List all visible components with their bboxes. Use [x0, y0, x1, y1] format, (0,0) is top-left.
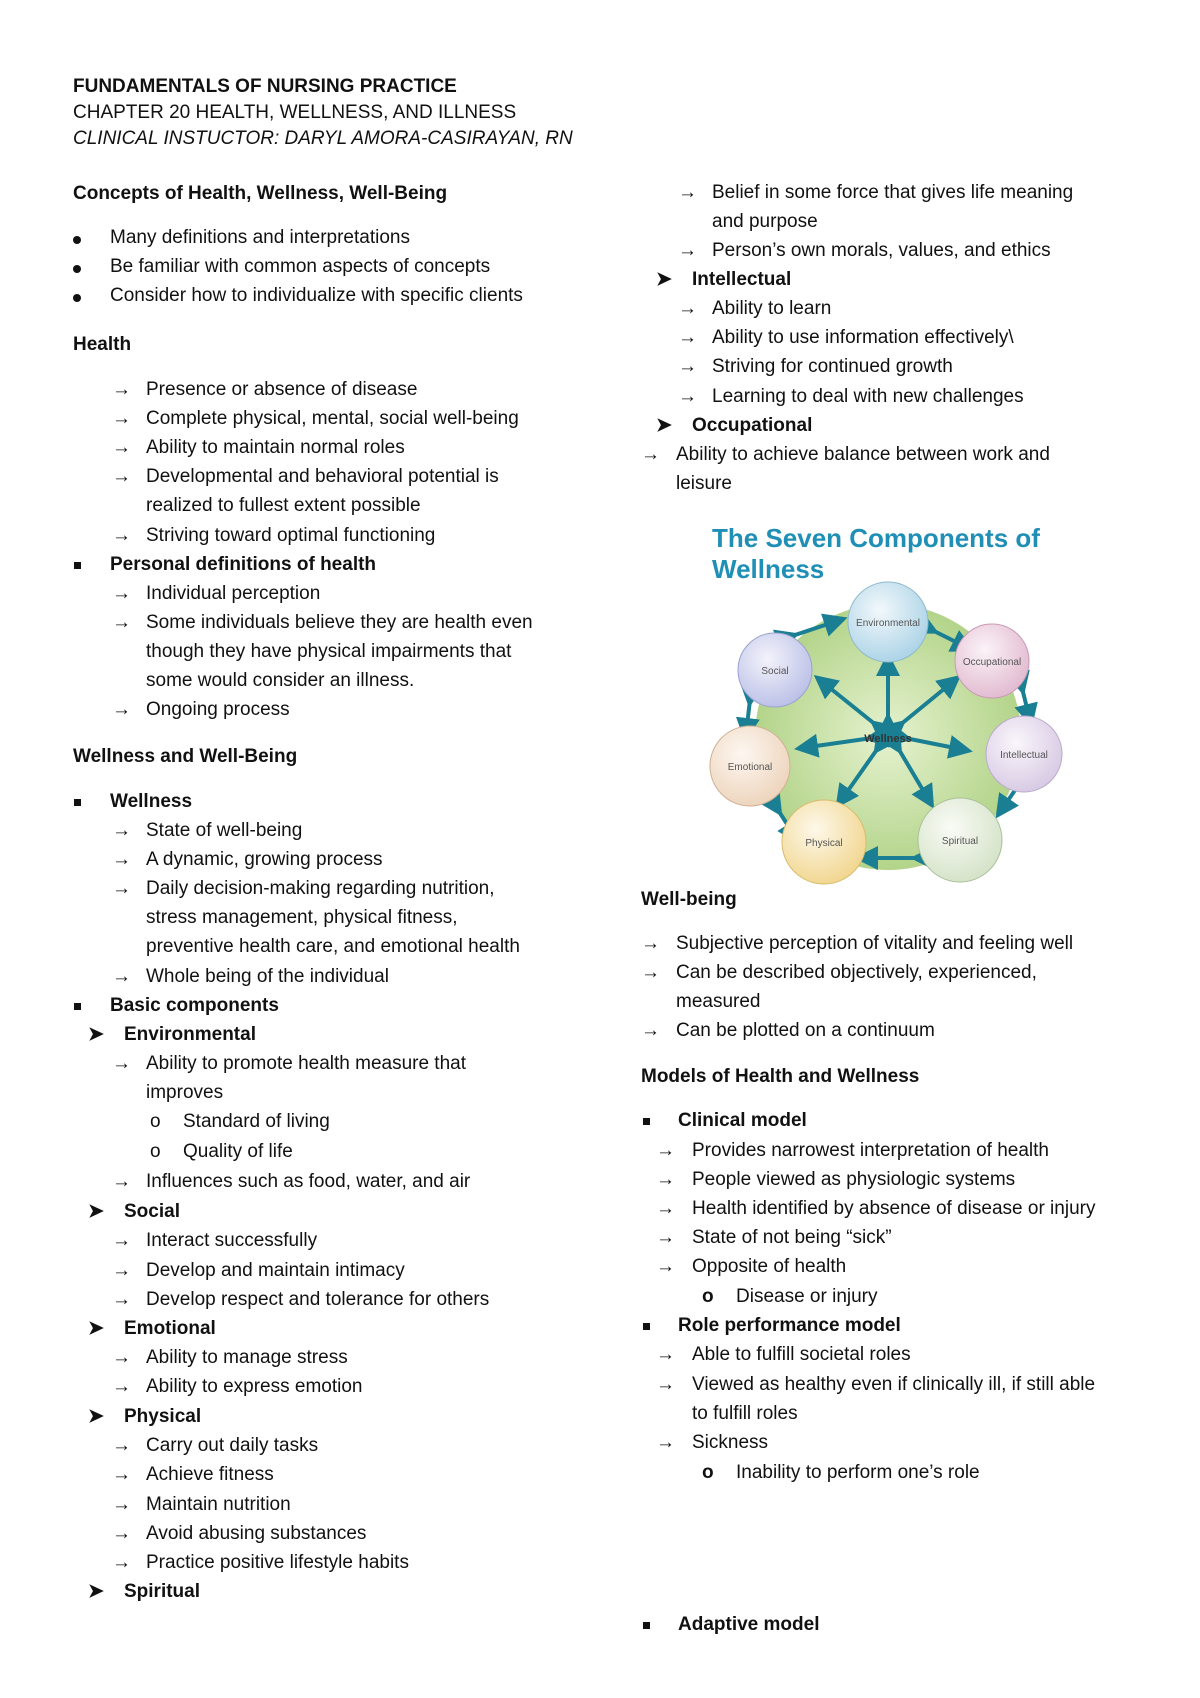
subheading-wellness: Wellness — [110, 791, 193, 812]
subheading-adaptive-model: Adaptive model — [678, 1614, 820, 1635]
list-item: Provides narrowest interpretation of health — [692, 1140, 1049, 1161]
list-item: Sickness — [692, 1432, 769, 1453]
square-bullet — [643, 1622, 650, 1629]
square-bullet — [74, 1003, 81, 1010]
arrow-icon: → — [112, 437, 131, 458]
list-item: Consider how to individualize with specific clients — [110, 285, 523, 306]
node-emotional — [710, 726, 790, 806]
arrow-icon: → — [112, 1347, 131, 1368]
svg-text:Spiritual: Spiritual — [941, 836, 979, 847]
list-item: Ability to learn — [712, 298, 832, 319]
list-item: Ability to use information effectively\ — [712, 327, 1014, 348]
list-item: Maintain nutrition — [146, 1494, 291, 1515]
square-bullet — [74, 799, 81, 806]
svg-text:Occupational: Occupational — [962, 657, 1022, 668]
arrow-icon: → — [112, 379, 131, 400]
list-item: Develop respect and tolerance for others — [146, 1289, 490, 1310]
list-item: Individual perception — [146, 583, 321, 604]
list-item: Daily decision-making regarding nutrition, — [146, 878, 495, 899]
list-item: Can be described objectively, experienced, — [676, 962, 1037, 983]
node-intellectual — [986, 716, 1062, 792]
chevron-right-icon: ➤ — [88, 1406, 104, 1427]
heading-wellness: Wellness and Well-Being — [73, 746, 298, 767]
arrow-icon: → — [112, 1171, 131, 1192]
arrow-icon: → — [641, 444, 660, 465]
list-item: Whole being of the individual — [146, 966, 389, 987]
heading-health: Health — [73, 334, 132, 355]
subheading-role-performance: Role performance model — [678, 1315, 901, 1336]
list-item: Can be plotted on a continuum — [676, 1020, 935, 1041]
arrow-icon: → — [112, 612, 131, 633]
arrow-icon: → — [112, 699, 131, 720]
list-item: Ability to maintain normal roles — [146, 437, 405, 458]
arrow-icon: → — [678, 182, 697, 203]
list-item: Presence or absence of disease — [146, 379, 418, 400]
node-occupational — [955, 624, 1029, 698]
arrow-icon: → — [678, 386, 697, 407]
list-item: Develop and maintain intimacy — [146, 1260, 405, 1281]
svg-text:Physical: Physical — [805, 838, 843, 849]
arrow-icon: → — [112, 1376, 131, 1397]
component-spiritual: Spiritual — [124, 1581, 201, 1602]
arrow-icon: → — [112, 820, 131, 841]
arrow-icon: → — [678, 327, 697, 348]
arrow-icon: → — [112, 1464, 131, 1485]
node-physical — [782, 800, 866, 884]
svg-text:Environmental: Environmental — [856, 618, 920, 629]
arrow-icon: → — [112, 408, 131, 429]
bullet-dot — [73, 265, 81, 273]
list-item-continued: though they have physical impairments that — [146, 641, 512, 662]
figure-title-line2: Wellness — [712, 554, 825, 584]
list-item: Belief in some force that gives life meaning — [712, 182, 1074, 203]
bullet-dot — [73, 294, 81, 302]
arrow-icon: → — [112, 1523, 131, 1544]
list-item: Influences such as food, water, and air — [146, 1171, 471, 1192]
component-social: Social — [124, 1201, 180, 1222]
component-environmental: Environmental — [124, 1024, 256, 1045]
arrow-icon: → — [112, 1289, 131, 1310]
list-item-continued: leisure — [676, 473, 732, 494]
list-item: Ability to achieve balance between work and — [676, 444, 1050, 465]
list-item-continued: improves — [146, 1082, 224, 1103]
arrow-icon: → — [678, 298, 697, 319]
list-item: Achieve fitness — [146, 1464, 274, 1485]
arrow-icon: → — [112, 466, 131, 487]
list-item: Be familiar with common aspects of concepts — [110, 256, 491, 277]
list-item: Learning to deal with new challenges — [712, 386, 1024, 407]
list-item: Ability to express emotion — [146, 1376, 363, 1397]
bullet-dot — [73, 236, 81, 244]
arrow-icon: → — [112, 849, 131, 870]
instructor-line: CLINICAL INSTUCTOR: DARYL AMORA-CASIRAYAN, RN — [73, 128, 573, 149]
list-item: Ability to manage stress — [146, 1347, 348, 1368]
chevron-right-icon: ➤ — [88, 1024, 104, 1045]
circle-bullet-icon: o — [150, 1111, 161, 1132]
sub-list-item: Inability to perform one’s role — [736, 1462, 980, 1483]
list-item: Carry out daily tasks — [146, 1435, 319, 1456]
arrow-icon: → — [678, 356, 697, 377]
arrow-icon: → — [112, 1435, 131, 1456]
list-item-continued: realized to fullest extent possible — [146, 495, 421, 516]
arrow-icon: → — [641, 933, 660, 954]
arrow-icon: → — [656, 1140, 675, 1161]
list-item-continued: some would consider an illness. — [146, 670, 415, 691]
figure-title-line1: The Seven Components of — [712, 523, 1040, 553]
list-item: Developmental and behavioral potential is — [146, 466, 499, 487]
list-item-continued: preventive health care, and emotional health — [146, 936, 520, 957]
chevron-right-icon: ➤ — [88, 1201, 104, 1222]
sub-list-item: Quality of life — [183, 1141, 293, 1162]
node-environmental — [848, 582, 928, 662]
circle-bullet-icon: o — [702, 1286, 714, 1307]
square-bullet — [643, 1118, 650, 1125]
list-item: Avoid abusing substances — [146, 1523, 367, 1544]
arrow-icon: → — [656, 1227, 675, 1248]
list-item: Ongoing process — [146, 699, 290, 720]
list-item-continued: to fulfill roles — [692, 1403, 798, 1424]
list-item: Health identified by absence of disease or injury — [692, 1198, 1096, 1219]
sub-list-item: Disease or injury — [736, 1286, 878, 1307]
list-item: Complete physical, mental, social well-being — [146, 408, 519, 429]
chevron-right-icon: ➤ — [656, 415, 672, 436]
arrow-icon: → — [112, 1552, 131, 1573]
arrow-icon: → — [112, 525, 131, 546]
chevron-right-icon: ➤ — [88, 1318, 104, 1339]
list-item: State of well-being — [146, 820, 303, 841]
arrow-icon: → — [641, 1020, 660, 1041]
list-item: Able to fulfill societal roles — [692, 1344, 911, 1365]
list-item: Striving toward optimal functioning — [146, 525, 436, 546]
chevron-right-icon: ➤ — [88, 1581, 104, 1602]
component-intellectual: Intellectual — [692, 269, 792, 290]
subheading-basic-components: Basic components — [110, 995, 279, 1016]
arrow-icon: → — [678, 240, 697, 261]
list-item: Practice positive lifestyle habits — [146, 1552, 409, 1573]
list-item: Many definitions and interpretations — [110, 227, 410, 248]
list-item: Ability to promote health measure that — [146, 1053, 467, 1074]
arrow-icon: → — [112, 1494, 131, 1515]
arrow-icon: → — [656, 1344, 675, 1365]
arrow-icon: → — [656, 1374, 675, 1395]
component-physical: Physical — [124, 1406, 202, 1427]
list-item: Viewed as healthy even if clinically ill, if still able — [692, 1374, 1096, 1395]
list-item-continued: measured — [676, 991, 761, 1012]
wellness-center-label: Wellness — [864, 733, 912, 745]
list-item-continued: and purpose — [712, 211, 818, 232]
chevron-right-icon: ➤ — [656, 269, 672, 290]
arrow-icon: → — [112, 966, 131, 987]
node-social — [738, 633, 812, 707]
document-title: FUNDAMENTALS OF NURSING PRACTICE — [73, 76, 457, 97]
arrow-icon: → — [656, 1198, 675, 1219]
component-occupational: Occupational — [692, 415, 813, 436]
arrow-icon: → — [656, 1169, 675, 1190]
heading-well-being: Well-being — [641, 889, 737, 910]
square-bullet — [74, 562, 81, 569]
wellness-diagram — [700, 520, 1080, 890]
component-emotional: Emotional — [124, 1318, 216, 1339]
seven-components-figure — [700, 520, 1080, 890]
list-item: People viewed as physiologic systems — [692, 1169, 1016, 1190]
arrow-icon: → — [112, 878, 131, 899]
list-item: Interact successfully — [146, 1230, 318, 1251]
list-item: State of not being “sick” — [692, 1227, 892, 1248]
arrow-icon: → — [656, 1432, 675, 1453]
subheading-clinical-model: Clinical model — [678, 1110, 807, 1131]
list-item: Opposite of health — [692, 1256, 847, 1277]
arrow-icon: → — [656, 1256, 675, 1277]
arrow-icon: → — [112, 1260, 131, 1281]
circle-bullet-icon: o — [150, 1141, 161, 1162]
svg-text:Intellectual: Intellectual — [1000, 750, 1048, 761]
arrow-icon: → — [112, 1230, 131, 1251]
subheading-personal: Personal definitions of health — [110, 554, 377, 575]
list-item: Striving for continued growth — [712, 356, 953, 377]
square-bullet — [643, 1323, 650, 1330]
svg-text:Emotional: Emotional — [727, 762, 773, 773]
sub-list-item: Standard of living — [183, 1111, 330, 1132]
list-item: A dynamic, growing process — [146, 849, 383, 870]
arrow-icon: → — [112, 583, 131, 604]
heading-models: Models of Health and Wellness — [641, 1066, 920, 1087]
heading-concepts: Concepts of Health, Wellness, Well-Being — [73, 183, 448, 204]
list-item-continued: stress management, physical fitness, — [146, 907, 458, 928]
chapter-title: CHAPTER 20 HEALTH, WELLNESS, AND ILLNESS — [73, 102, 517, 123]
node-spiritual — [918, 798, 1002, 882]
circle-bullet-icon: o — [702, 1462, 714, 1483]
arrow-icon: → — [641, 962, 660, 983]
list-item: Subjective perception of vitality and feeling well — [676, 933, 1074, 954]
list-item: Person’s own morals, values, and ethics — [712, 240, 1051, 261]
svg-text:Social: Social — [761, 666, 789, 677]
arrow-icon: → — [112, 1053, 131, 1074]
list-item: Some individuals believe they are health even — [146, 612, 533, 633]
